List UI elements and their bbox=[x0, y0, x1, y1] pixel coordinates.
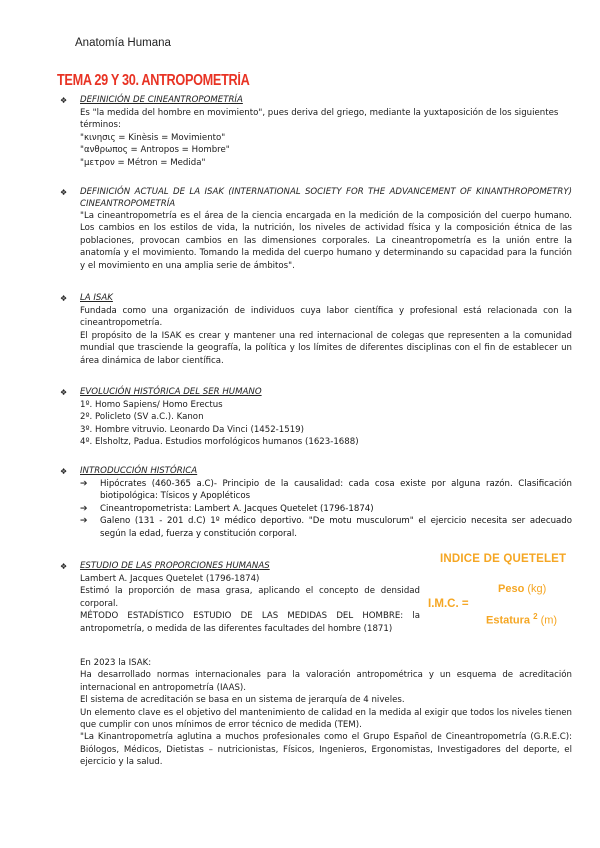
list-item: ➔ Galeno (131 - 201 d.C) 1º médico deportivo. "De motu musculorum" el ejercicio necesita ser adecuado según la edad, fuerza y constitución corporal. bbox=[80, 516, 572, 539]
list-item: ➔ Cineantropometrista: Lambert A. Jacques Quetelet (1796-1874) bbox=[80, 503, 374, 514]
list-item: 2º. Policleto (SV a.C.). Kanon bbox=[80, 412, 204, 423]
paragraph: El sistema de acreditación se basa en un sistema de jerarquía de 4 niveles. bbox=[80, 695, 405, 706]
formula-numerator: Peso (kg) bbox=[498, 583, 547, 595]
paragraph: MÉTODO ESTADÍSTICO ESTUDIO DE LAS MEDIDAS DEL HOMBRE: la antropometría, o medida de las diferentes facultades del hombre (1871) bbox=[80, 611, 420, 634]
list-item: ➔ Hipócrates (460-365 a.C)- Principio de la causalidad: cada cosa existe por alguna razón. Clasificación biotipológica: Tísicos y Apopléticos bbox=[80, 479, 572, 502]
section-title: ESTUDIO DE LAS PROPORCIONES HUMANAS bbox=[80, 561, 270, 571]
formula-label: I.M.C. = bbox=[428, 598, 469, 610]
section-isak-definicion bbox=[60, 186, 572, 272]
paragraph: "La cineantropometría es el área de la ciencia encargada en la medición de la composición del cuerpo humano. Los cambios en los estilos de vida, la nutrición, los niveles de actividad física y la composición étnica de las poblaciones, provocan cambios en las dimensiones corporales. La cineantropometría es la unión entre la anatomía y el movimiento. Tomando la medida del cuerpo humano y determinando su capacidad para la función y el movimiento en una amplia serie de ámbitos". bbox=[80, 211, 572, 271]
diamond-bullet-icon: ❖ bbox=[60, 388, 68, 397]
list-item: 1º. Homo Sapiens/ Homo Erectus bbox=[80, 400, 223, 410]
section-title: DEFINICIÓN ACTUAL DE LA ISAK (INTERNATIONAL SOCIETY FOR THE ADVANCEMENT OF KINANTHROPOMETRY) CINEANTROPOMETRÍA bbox=[80, 187, 572, 209]
section-evolucion bbox=[60, 386, 572, 449]
arrow-right-icon: ➔ bbox=[80, 479, 88, 489]
section-title: LA ISAK bbox=[80, 293, 113, 303]
list-item: 3º. Hombre vitruvio. Leonardo Da Vinci (1452-1519) bbox=[80, 424, 305, 435]
paragraph: El propósito de la ISAK es crear y mantener una red internacional de colegas que representen a la comunidad mundial que trasciende la geografía, la política y los límites de diferentes disciplinas con el fin de establecer un área dinámica de labor científica. bbox=[80, 330, 572, 366]
page-header-subject: Anatomía Humana bbox=[75, 37, 171, 49]
page-title: TEMA 29 Y 30. ANTROPOMETRÍA bbox=[57, 72, 250, 89]
diamond-bullet-icon: ❖ bbox=[60, 188, 68, 197]
arrow-right-icon: ➔ bbox=[80, 503, 88, 514]
section-title: INTRODUCCIÓN HISTÓRICA bbox=[80, 466, 198, 476]
paragraph: "ανθρωπος = Antropos = Hombre" bbox=[80, 145, 230, 156]
paragraph: Fundada como una organización de individuos cuya labor científica y profesional está relacionada con la cineantropometría. bbox=[80, 306, 572, 329]
formula-denominator: Estatura $^2$ (m) bbox=[486, 612, 558, 627]
paragraph: "κινησις = Kinèsis = Movimiento" bbox=[80, 132, 226, 143]
diamond-bullet-icon: ❖ bbox=[60, 96, 68, 105]
section-title: DEFINICIÓN DE CINEANTROPOMETRÍA bbox=[80, 95, 243, 105]
paragraph: "La Kinantropometría aglutina a muchos profesionales como el Grupo Español de Cineantropometría (G.R.E.C): Biólogos, Médicos, Dietistas – nutricionistas, Físicos, Ingenieros, Ergonomistas, Investigadores del deporte, el ejercicio y la salud. bbox=[80, 732, 572, 768]
paragraph: En 2023 la ISAK: bbox=[80, 658, 152, 668]
paragraph: Lambert A. Jacques Quetelet (1796-1874) bbox=[80, 574, 260, 584]
list-item: 4º. Elsholtz, Padua. Estudios morfológicos humanos (1623-1688) bbox=[80, 437, 359, 448]
paragraph: Ha desarrollado normas internacionales para la valoración antropométrica y un esquema de acreditación internacional en antropometría (IAAS). bbox=[80, 670, 572, 693]
formula-title: INDICE DE QUETELET bbox=[440, 553, 567, 565]
section-la-isak bbox=[60, 292, 572, 367]
paragraph: "μετρον = Métron = Medida" bbox=[80, 157, 206, 168]
diamond-bullet-icon: ❖ bbox=[60, 294, 68, 303]
arrow-right-icon: ➔ bbox=[80, 516, 88, 527]
section-definicion bbox=[60, 94, 572, 169]
diamond-bullet-icon: ❖ bbox=[60, 562, 68, 571]
section-isak-2023 bbox=[60, 657, 572, 769]
paragraph: Es "la medida del hombre en movimiento", pues deriva del griego, mediante la yuxtaposición de los siguientes términos: bbox=[80, 108, 559, 131]
diamond-bullet-icon: ❖ bbox=[60, 467, 68, 476]
quetelet-formula bbox=[420, 553, 580, 633]
paragraph: Un elemento clave es el objetivo del mantenimiento de calidad en la medida al exigir que todos los niveles tienen que cumplir con unos mínimos de error técnico de medida (TEM). bbox=[80, 707, 572, 731]
section-introduccion bbox=[60, 465, 572, 540]
paragraph: Estimó la proporción de masa grasa, aplicando el concepto de densidad corporal. bbox=[80, 586, 420, 609]
section-title: EVOLUCIÓN HISTÓRICA DEL SER HUMANO bbox=[80, 387, 262, 397]
